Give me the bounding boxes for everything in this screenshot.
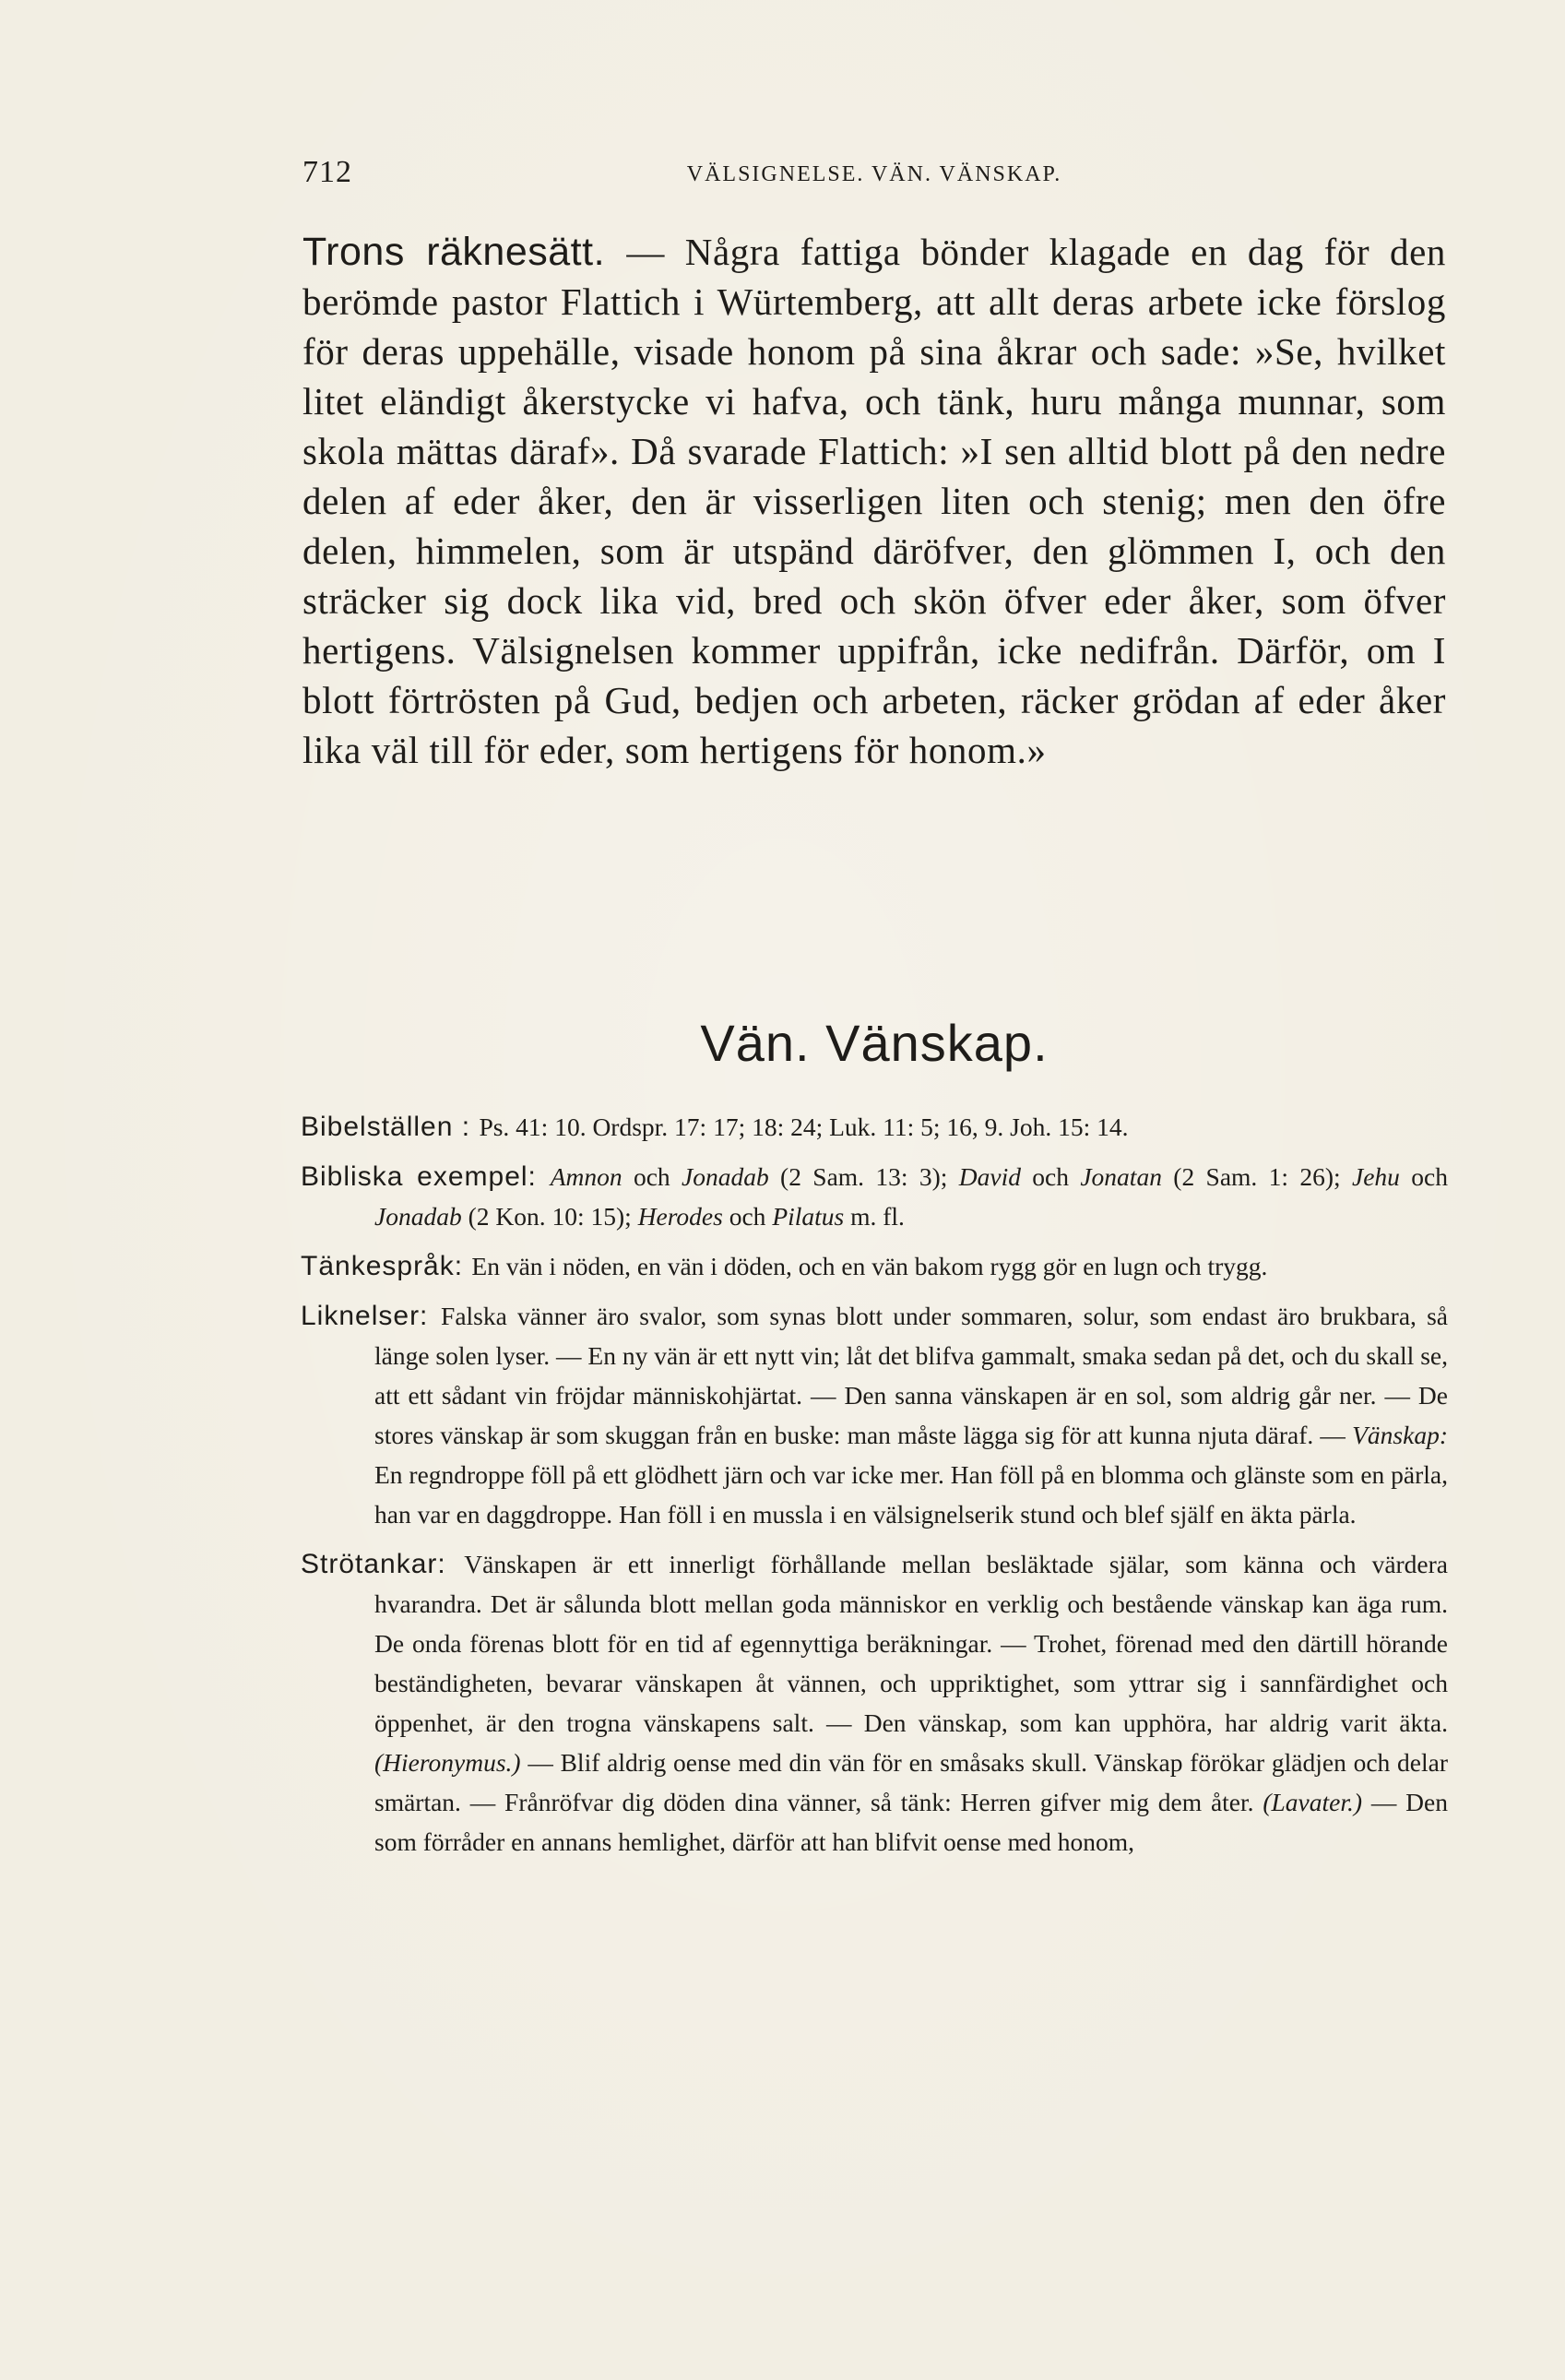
entry-bibelstallen [301, 1107, 1448, 1147]
person-name: Jonadab [682, 1162, 769, 1191]
person-name: Jonatan [1080, 1162, 1162, 1191]
entry-text: En regndroppe föll på ett glödhett järn och var icke mer. Han föll på en blomma och glänste som en pärla, han var en daggdroppe. Han föll i en mussla i en välsignelserik stund och blef själf en äkta pärla. [374, 1460, 1448, 1529]
person-name: Pilatus [772, 1202, 845, 1231]
person-name: David [958, 1162, 1021, 1191]
story-paragraph [302, 227, 1446, 775]
story-title: Trons räknesätt. [302, 230, 627, 274]
page-number: 712 [302, 155, 352, 189]
entry-text: och [722, 1202, 773, 1231]
entry-label: Tänkespråk: [301, 1251, 472, 1281]
entry-text: Vänskapen är ett innerligt förhållande mellan besläktade själar, som känna och värdera hvarandra. Det är sålunda blott mellan goda människor en verklig och bestående vänskap kan äga rum. De onda förenas blott för en tid af egennyttiga beräkningar. — Trohet, förenad med den därtill hörande beständigheten, bevarar vänskapen åt vännen, och uppriktighet, som yttrar sig i sannfärdighet och öppenhet, är den trogna vänskapens salt. — Den vänskap, som kan upphöra, har aldrig varit äkta. [374, 1550, 1448, 1737]
page-header [302, 155, 1446, 192]
section-title: Vän. Vänskap. [700, 1014, 1049, 1072]
entry-text: Ps. 41: 10. Ordspr. 17: 17; 18: 24; Luk. 11: 5; 16, 9. Joh. 15: 14. [479, 1113, 1129, 1141]
citation: (Lavater.) [1263, 1788, 1363, 1816]
entry-text: En vän i nöden, en vän i döden, och en vän bakom rygg gör en lugn och trygg. [471, 1252, 1268, 1280]
entry-liknelser [301, 1296, 1448, 1534]
entry-label: Liknelser: [301, 1301, 442, 1331]
entry-keyword: Vänskap: [1352, 1421, 1448, 1449]
person-name: Jonadab [374, 1202, 462, 1231]
entry-text: Falska vänner äro svalor, som synas blott under sommaren, solur, som endast äro brukbara, så länge solen lyser. — En ny vän är ett nytt vin; låt det blifva gammalt, smaka sedan på det, och du skall se, att ett sådant vin fröjdar människohjärtat. — Den sanna vänskapen är en sol, som aldrig går ner. — De stores vänskap är som skuggan från en buske: man måste lägga sig för att kunna njuta däraf. — [374, 1302, 1448, 1449]
entry-bibliska-exempel [301, 1157, 1448, 1236]
entry-text: och [1020, 1162, 1081, 1191]
entry-text: — Blif aldrig oense med din vän för en småsaks skull. Vänskap förökar glädjen och delar smärtan. — Frånröfvar dig döden dina vänner, så tänk: Herren gifver mig dem åter. [374, 1748, 1448, 1816]
entry-text: och [622, 1162, 682, 1191]
entry-label: Bibelställen : [301, 1112, 480, 1142]
entries [301, 1107, 1448, 1872]
person-name: Amnon [550, 1162, 622, 1191]
entry-label: Strötankar: [301, 1549, 465, 1579]
person-name: Jehu [1351, 1162, 1400, 1191]
entry-text: och [1399, 1162, 1448, 1191]
entry-text: — Den som förråder en annans hemlighet, därför att han blifvit oense med honom, [374, 1788, 1448, 1856]
person-name: Herodes [637, 1202, 723, 1231]
entry-text: (2 Sam. 1: 26); [1161, 1162, 1352, 1191]
entry-label: Bibliska exempel: [301, 1161, 551, 1192]
entry-text: (2 Kon. 10: 15); [461, 1202, 638, 1231]
entry-text: m. fl. [844, 1202, 905, 1231]
citation: (Hieronymus.) [374, 1748, 521, 1777]
entry-strotankar [301, 1544, 1448, 1862]
story-text: — Några fattiga bönder klagade en dag för den berömde pastor Flattich i Würtemberg, att allt deras arbete icke förslog för deras uppehälle, visade honom på sina åkrar och sade: »Se, hvilket litet eländigt åkerstycke vi hafva, och tänk, huru många munnar, som skola mättas däraf». Då svarade Flattich: »I sen alltid blott på den nedre delen af eder åker, den är visserligen liten och stenig; men den öfre delen, himmelen, som är utspänd däröfver, den glömmen I, och den sträcker sig dock lika vid, bred och skön öfver eder åker, som öfver hertigens. Välsignelsen kommer uppifrån, icke nedifrån. Därför, om I blott förtrösten på Gud, bedjen och arbeten, räcker grödan af eder åker lika väl till för eder, som hertigens för honom.» [302, 231, 1446, 771]
entry-tankesprak [301, 1246, 1448, 1286]
running-head: VÄLSIGNELSE. VÄN. VÄNSKAP. [686, 162, 1062, 186]
entry-text: (2 Sam. 13: 3); [768, 1162, 959, 1191]
